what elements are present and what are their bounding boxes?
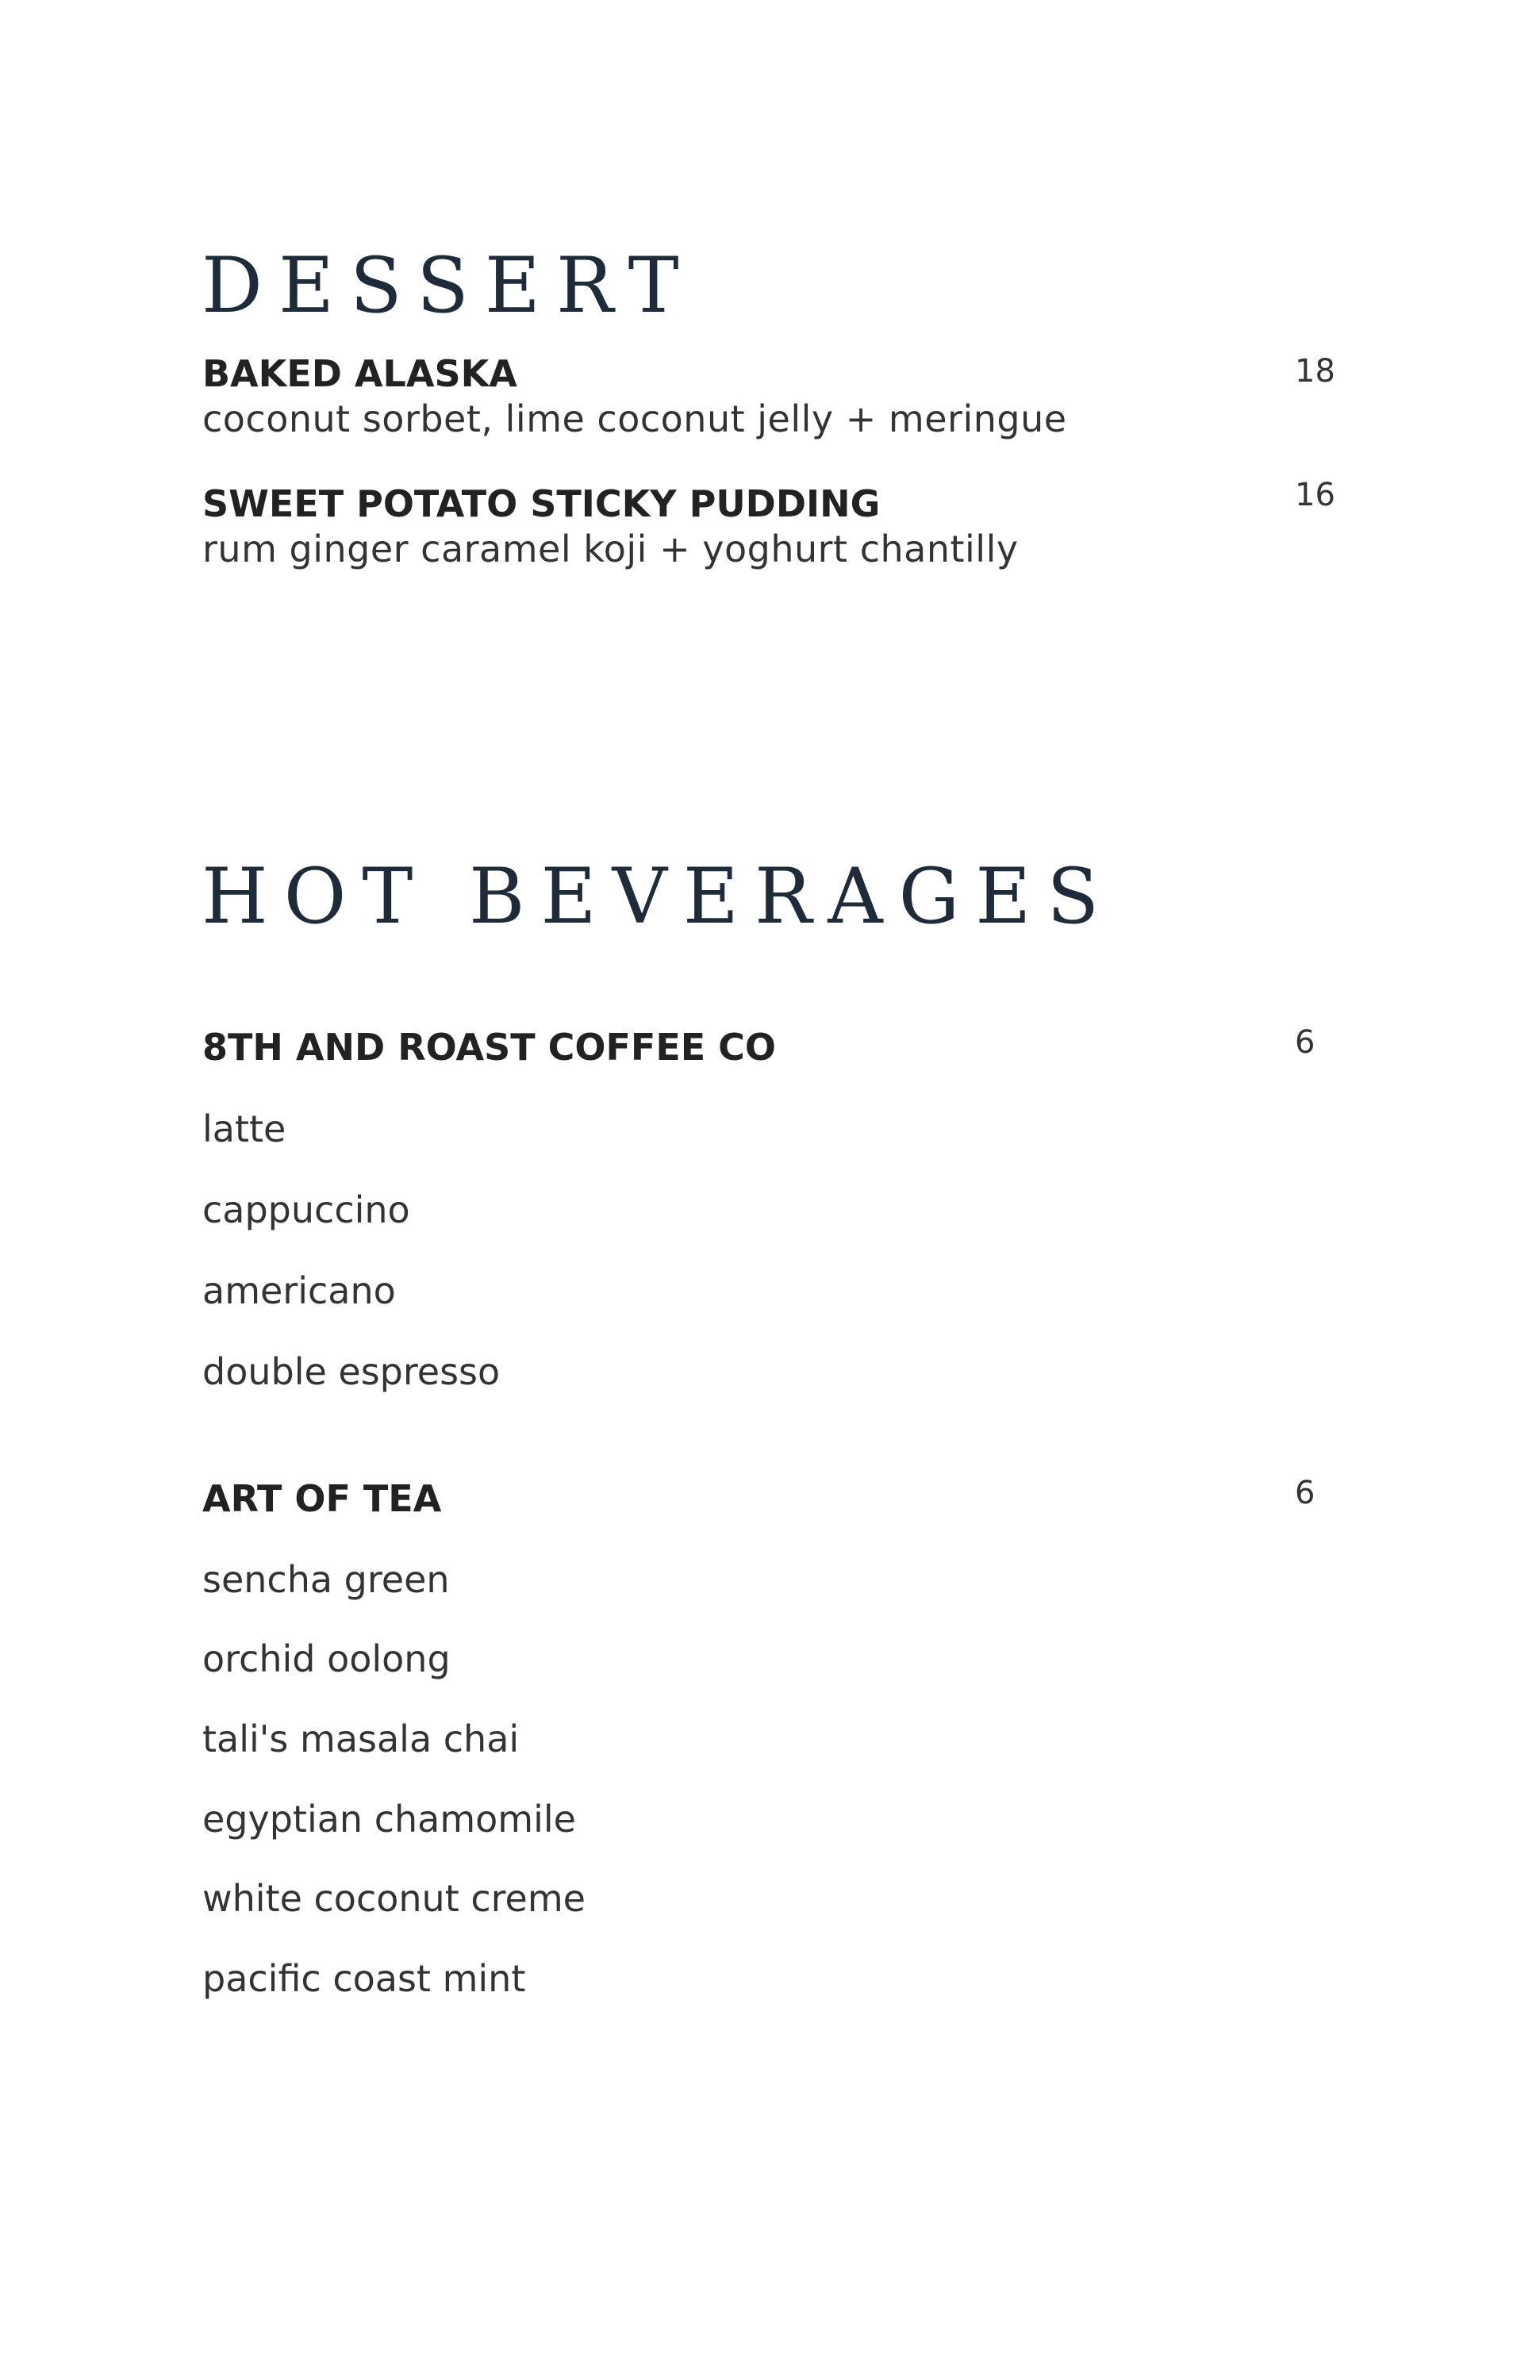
dessert-item-name: BAKED ALASKA [202,352,517,395]
beverage-item: sencha green [202,1558,450,1601]
dessert-item-name: SWEET POTATO STICKY PUDDING [202,482,881,525]
dessert-section-title: DESSERT [202,241,695,330]
beverage-item: americano [202,1269,396,1312]
beverage-group-name: ART OF TEA [202,1477,442,1520]
beverage-item: tali's masala chai [202,1718,520,1760]
beverage-group-price: 6 [1295,1475,1315,1511]
beverage-item: white coconut creme [202,1877,586,1920]
dessert-item-description: rum ginger caramel koji + yoghurt chantilly [202,528,1019,570]
beverage-item: pacific coast mint [202,1957,526,2000]
dessert-item-description: coconut sorbet, lime coconut jelly + meringue [202,397,1067,440]
dessert-item-price: 18 [1295,353,1335,390]
dessert-item-price: 16 [1295,477,1335,513]
beverage-group-price: 6 [1295,1024,1315,1061]
beverage-item: cappuccino [202,1188,410,1231]
beverage-item: latte [202,1107,286,1150]
beverage-item: egyptian chamomile [202,1798,576,1841]
beverage-item: double espresso [202,1350,501,1393]
hot-beverages-section-title: HOT BEVERAGES [202,852,1116,941]
beverage-group-name: 8TH AND ROAST COFFEE CO [202,1026,777,1069]
beverage-item: orchid oolong [202,1637,451,1680]
